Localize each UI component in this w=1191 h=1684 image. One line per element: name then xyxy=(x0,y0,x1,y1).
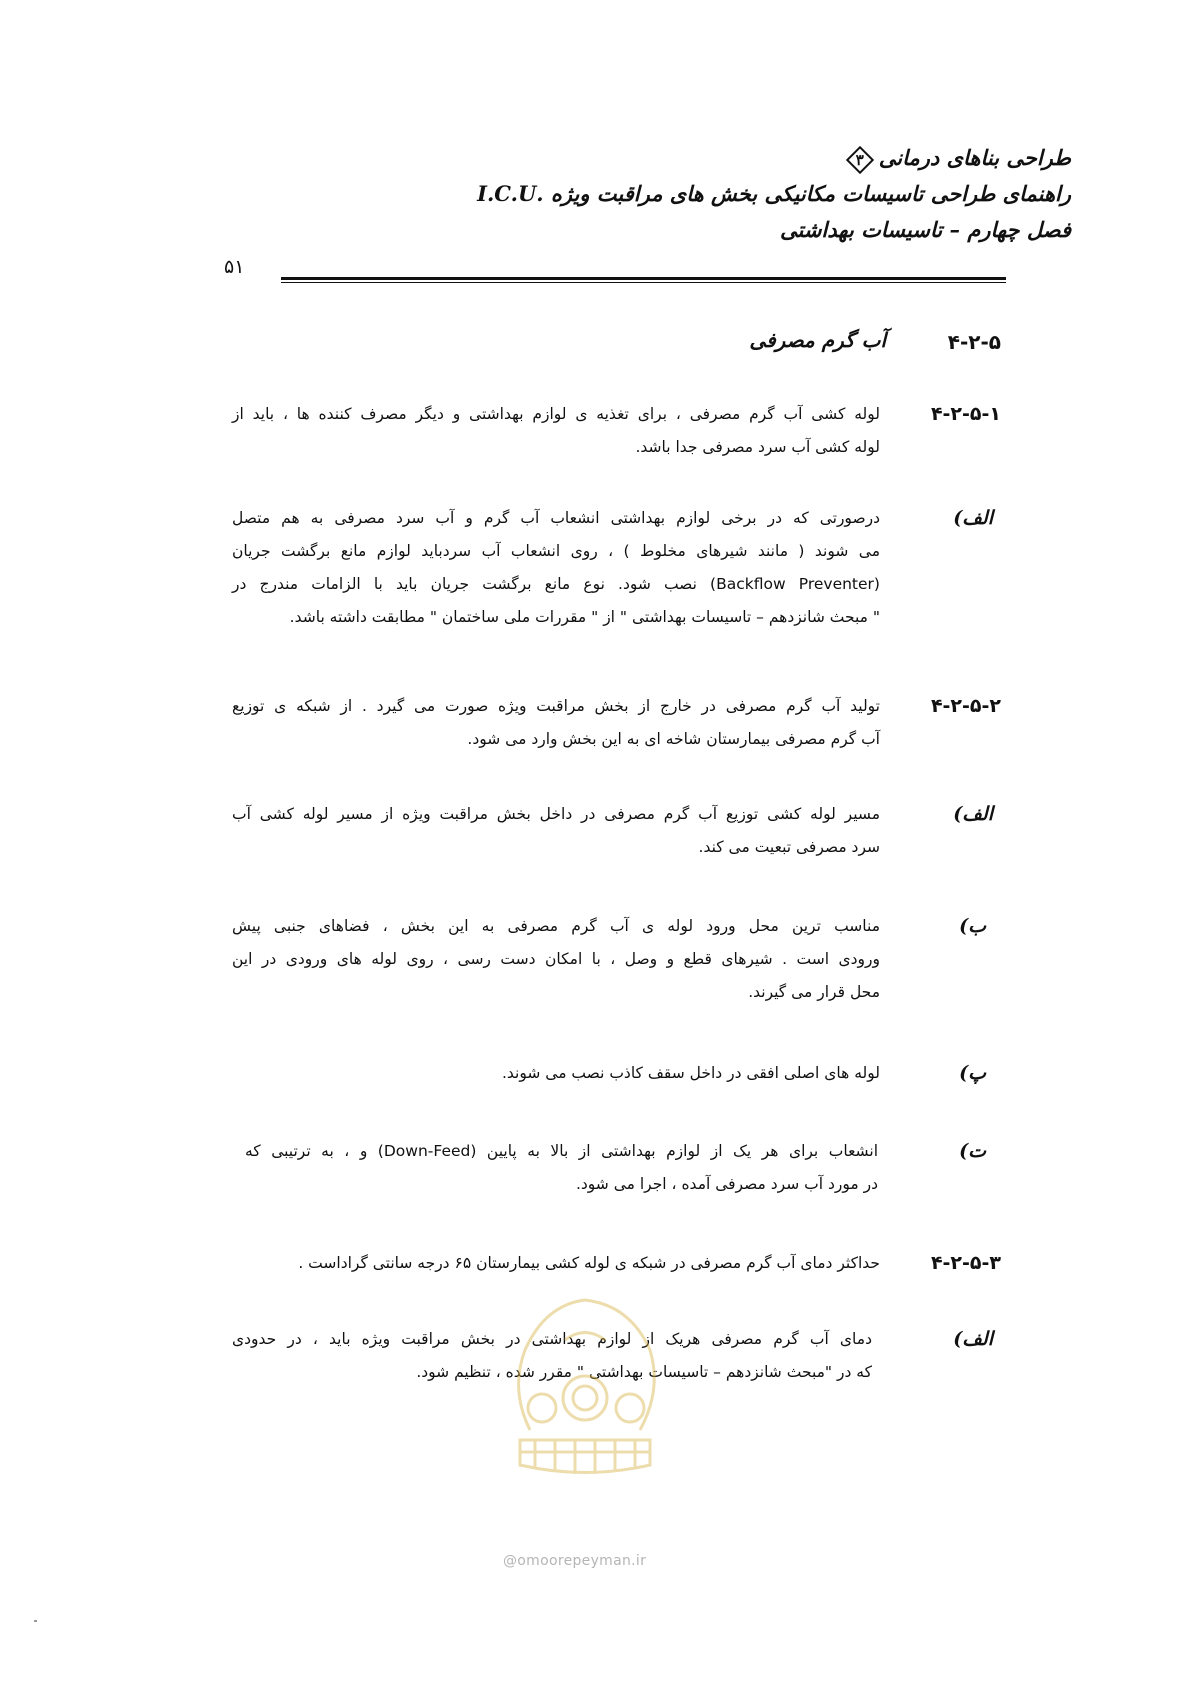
item-label: الف) xyxy=(953,507,993,529)
item-line: در مورد آب سرد مصرفی آمده ، اجرا می شود. xyxy=(575,1175,878,1193)
volume-badge: ۳ xyxy=(845,145,875,175)
clause-line: آب گرم مصرفی بیمارستان شاخه ای به این بخش وارد می شود. xyxy=(467,730,880,748)
item-text xyxy=(232,502,880,634)
item-line: که در "مبحث شانزدهم – تاسیسات بهداشتی " مقرر شده ، تنظیم شود. xyxy=(416,1363,872,1381)
clause-line: لوله کشی آب سرد مصرفی جدا باشد. xyxy=(635,438,880,456)
section-title: آب گرم مصرفی xyxy=(749,328,886,352)
watermark-url: @omoorepeyman.ir xyxy=(503,1553,647,1569)
clause-line: لوله کشی آب گرم مصرفی ، برای تغذیه ی لوازم بهداشتی و دیگر مصرف کننده ها ، باید از xyxy=(232,405,880,423)
clause-number: ۴-۲-۵-۱ xyxy=(930,403,1001,425)
header-divider xyxy=(281,277,1006,284)
item-label: الف) xyxy=(953,803,993,825)
item-line: " مبحث شانزدهم – تاسیسات بهداشتی " از " مقررات ملی ساختمان " مطابقت داشته باشد. xyxy=(289,608,880,626)
chapter-title: فصل چهارم – تاسیسات بهداشتی xyxy=(780,217,1071,242)
item-label: الف) xyxy=(953,1328,993,1350)
item-line: مناسب ترین محل ورود لوله ی آب گرم مصرفی به این بخش ، فضاهای جنبی پیش xyxy=(232,917,880,935)
clause-text xyxy=(232,398,880,464)
item-line: محل قرار می گیرند. xyxy=(748,983,880,1001)
item-text xyxy=(232,910,880,1009)
item-text xyxy=(245,1135,878,1201)
item-line: درصورتی که در برخی لوازم بهداشتی انشعاب آب گرم و آب سرد مصرفی به هم متصل xyxy=(232,509,880,527)
clause-line: تولید آب گرم مصرفی در خارج از بخش مراقبت ویژه صورت می گیرد . از شبکه ی توزیع xyxy=(232,697,880,715)
item-line: دمای آب گرم مصرفی هریک از لوازم بهداشتی در بخش مراقبت ویژه باید ، در حدودی xyxy=(232,1330,872,1348)
clause-number: ۴-۲-۵-۲ xyxy=(930,695,1001,717)
item-line: سرد مصرفی تبعیت می کند. xyxy=(698,838,880,856)
item-line: ورودی است . شیرهای قطع و وصل ، با امکان دست رسی ، روی لوله های ورودی در این xyxy=(232,950,880,968)
clause-text xyxy=(230,1247,880,1280)
item-line: انشعاب برای هر یک از لوازم بهداشتی از بالا به پایین (Down-Feed) و ، به ترتیبی که xyxy=(245,1142,878,1160)
item-line: لوله های اصلی افقی در داخل سقف کاذب نصب می شوند. xyxy=(501,1064,880,1082)
item-label: ت) xyxy=(959,1140,986,1162)
publisher-stamp-watermark xyxy=(490,1280,680,1480)
page-header xyxy=(251,140,1071,248)
item-line: مسیر لوله کشی توزیع آب گرم مصرفی در داخل بخش مراقبت ویژه از مسیر لوله کشی آب xyxy=(232,805,880,823)
page-number: ۵۱ xyxy=(224,256,245,278)
item-label: ب) xyxy=(959,915,986,937)
item-text xyxy=(232,1057,880,1090)
clause-line: حداکثر دمای آب گرم مصرفی در شبکه ی لوله کشی بیمارستان ۶۵ درجه سانتی گراداست . xyxy=(298,1254,880,1272)
item-line: می شوند ( مانند شیرهای مخلوط ) ، روی انشعاب آب سردباید لوازم مانع برگشت جریان xyxy=(232,542,880,560)
guide-title: راهنمای طراحی تاسیسات مکانیکی بخش های مراقبت ویژه .I.C.U xyxy=(477,181,1071,206)
book-title-text: طراحی بناهای درمانی xyxy=(878,145,1071,170)
item-label: پ) xyxy=(959,1062,986,1084)
clause-number: ۴-۲-۵-۳ xyxy=(930,1252,1001,1274)
clause-text xyxy=(232,690,880,756)
item-line: (Backflow Preventer) نصب شود. نوع مانع برگشت جریان باید با الزامات مندرج در xyxy=(232,575,880,593)
book-title xyxy=(251,140,1071,176)
item-text xyxy=(232,798,880,864)
section-number: ۴-۲-۵ xyxy=(947,330,1001,354)
